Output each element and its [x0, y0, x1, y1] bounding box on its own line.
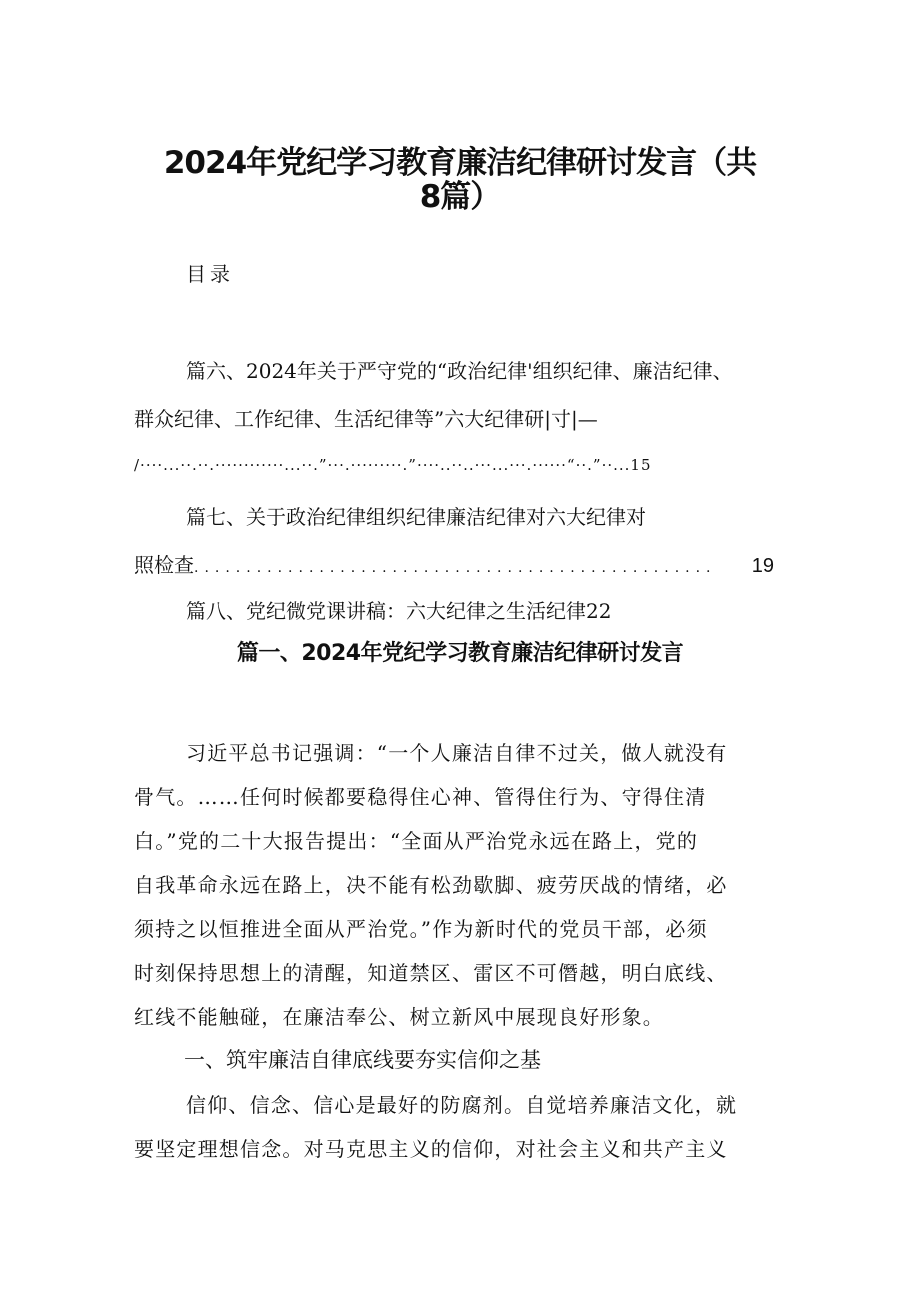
- toc-item-8: 篇八、党纪微党课讲稿：六大纪律之生活纪律22: [186, 599, 612, 623]
- toc-item-6-leader: /····...··.··.············...··.”···.·········.”····..··..···...···.······“··.”··...15: [134, 456, 652, 474]
- toc-item-6-line-1: 篇六、2024年关于严守党的“政治纪律'组织纪律、廉洁纪律、: [186, 359, 733, 383]
- section-title: 篇一、2024年党纪学习教育廉洁纪律研讨发言: [236, 641, 684, 666]
- toc-item-7-dot-leader: ..................................................: [194, 560, 717, 576]
- toc-item-7-text: 照检查: [134, 553, 194, 577]
- paragraph-1-line-5: 须持之以恒推进全面从严治党。”作为新时代的党员干部，必须: [134, 917, 708, 941]
- toc-item-7-line-2: [134, 550, 774, 580]
- paragraph-1-line-4: 自我革命永远在路上，决不能有松劲歇脚、疲劳厌战的情绪，必: [134, 873, 728, 897]
- paragraph-1-line-1: 习近平总书记强调：“一个人廉洁自律不过关，做人就没有: [186, 741, 728, 765]
- paragraph-1-line-2: 骨气。……任何时候都要稳得住心神、管得住行为、守得住清: [134, 785, 707, 809]
- paragraph-2-line-1: 信仰、信念、信心是最好的防腐剂。自觉培养廉洁文化，就: [186, 1093, 738, 1117]
- toc-item-6-line-2: 群众纪律、工作纪律、生活纪律等”六大纪律研|寸|—: [134, 407, 598, 431]
- paragraph-2-line-2: 要坚定理想信念。对马克思主义的信仰，对社会主义和共产主义: [134, 1137, 728, 1161]
- document-title-line-1: 2024年党纪学习教育廉洁纪律研讨发言（共: [163, 145, 757, 181]
- paragraph-1-line-7: 红线不能触碰，在廉洁奉公、树立新风中展现良好形象。: [134, 1005, 664, 1029]
- paragraph-1-line-6: 时刻保持思想上的清醒，知道禁区、雷区不可僭越，明白底线、: [134, 961, 728, 985]
- paragraph-1-line-3: 白。”党的二十大报告提出：“全面从严治党永远在路上，党的: [134, 829, 699, 853]
- toc-item-7-line-1: 篇七、关于政治纪律组织纪律廉洁纪律对六大纪律对: [186, 505, 646, 529]
- toc-label: 目录: [186, 262, 234, 286]
- heading-1: 一、筑牢廉洁自律底线要夯实信仰之基: [184, 1048, 541, 1072]
- toc-item-7-page-number: 19: [751, 555, 774, 577]
- document-title-line-2: 8篇）: [419, 179, 501, 215]
